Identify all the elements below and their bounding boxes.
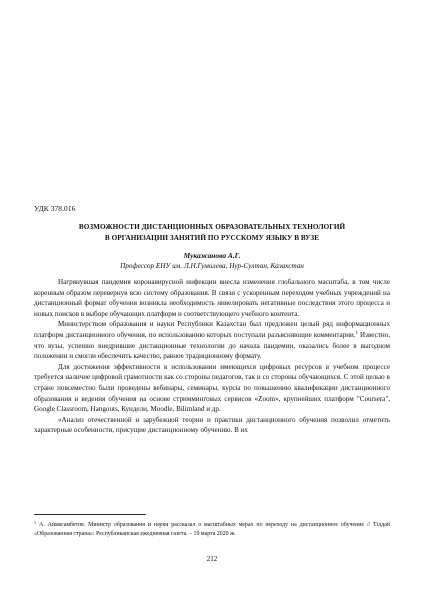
footnote-text: А. Аймагамбетов. Министр образования и науки рассказал о масштабных мерах по переходу на дистанционное обучение // Тілдай «Образованная страна»: Республиканская ежедневная газета. – 19 марта 2020 ж. bbox=[34, 522, 390, 538]
title-line-2: В ОРГАНИЗАЦИИ ЗАНЯТИЙ ПО РУССКОМУ ЯЗЫКУ В ВУЗЕ bbox=[104, 233, 320, 242]
paragraph-2 bbox=[34, 319, 390, 361]
article-body bbox=[34, 277, 390, 436]
article-title bbox=[34, 222, 390, 243]
footnote-number: 1 bbox=[34, 520, 37, 525]
footnote bbox=[34, 518, 390, 539]
author-name: Мукажанова А.Г. bbox=[183, 251, 241, 260]
paragraph-3: Для достижения эффективности в использовании имеющихся цифровых ресурсов в учебном процессе требуется наличие цифровой грамотности как со стороны педагогов, так и со стороны обучающихся. С этой целью в стране повсеместно были проведены вебинары, семинары, курсы по повышению квалификации дистанционного образования и ведения обучения на основе стримминговых сервисов «Zoom», крупнейших платформ "Coursera", Google Classroom, Hangouts, Кундели, Moodle, Bilimland и др. bbox=[34, 362, 390, 414]
page-number: 212 bbox=[206, 555, 218, 563]
paragraph-2-continuation: Известно, что вузы, успешно внедрившие дистанционные технологии до начала пандемии, оказались более в выгодном положении и смогли обеспечить качество, равное традиционному формату. bbox=[34, 330, 390, 361]
udk-code: УДК 378.016 bbox=[34, 204, 76, 213]
paragraph-1: Нагрянувшая пандемия коронавирусной инфекции внесла изменения глобального масштаба, в том числе коренным образом перевернув всю систему образования. В связи с ускоренным переходом учебных учреждений на дистанционный формат обучения возникла необходимость нивелировать негативные последствия этого процесса и новых поисков в выборе обучающих платформ и соответствующего учебного контента. bbox=[34, 278, 390, 318]
paragraph-2-text: Министерством образования и науки Республики Казахстан был предложен целый ряд информационных платформ дистанционного обучения, по использованию которых поступали разъясняющие комментарии. bbox=[34, 320, 390, 339]
title-line-1: ВОЗМОЖНОСТИ ДИСТАНЦИОННЫХ ОБРАЗОВАТЕЛЬНЫХ ТЕХНОЛОГИЙ bbox=[78, 223, 346, 231]
footnote-reference: 1 bbox=[355, 330, 358, 336]
author-affiliation: Профессор ЕНУ им. Л.Н.Гумилева, Нур-Султан, Казахстан bbox=[120, 262, 304, 270]
paragraph-4: «Анализ отечественной и зарубежной теории и практики дистанционного обучения позволил отметить характерные особенности, присущие дистанционному обучению. В их bbox=[34, 415, 390, 435]
footnote-separator bbox=[34, 514, 146, 515]
